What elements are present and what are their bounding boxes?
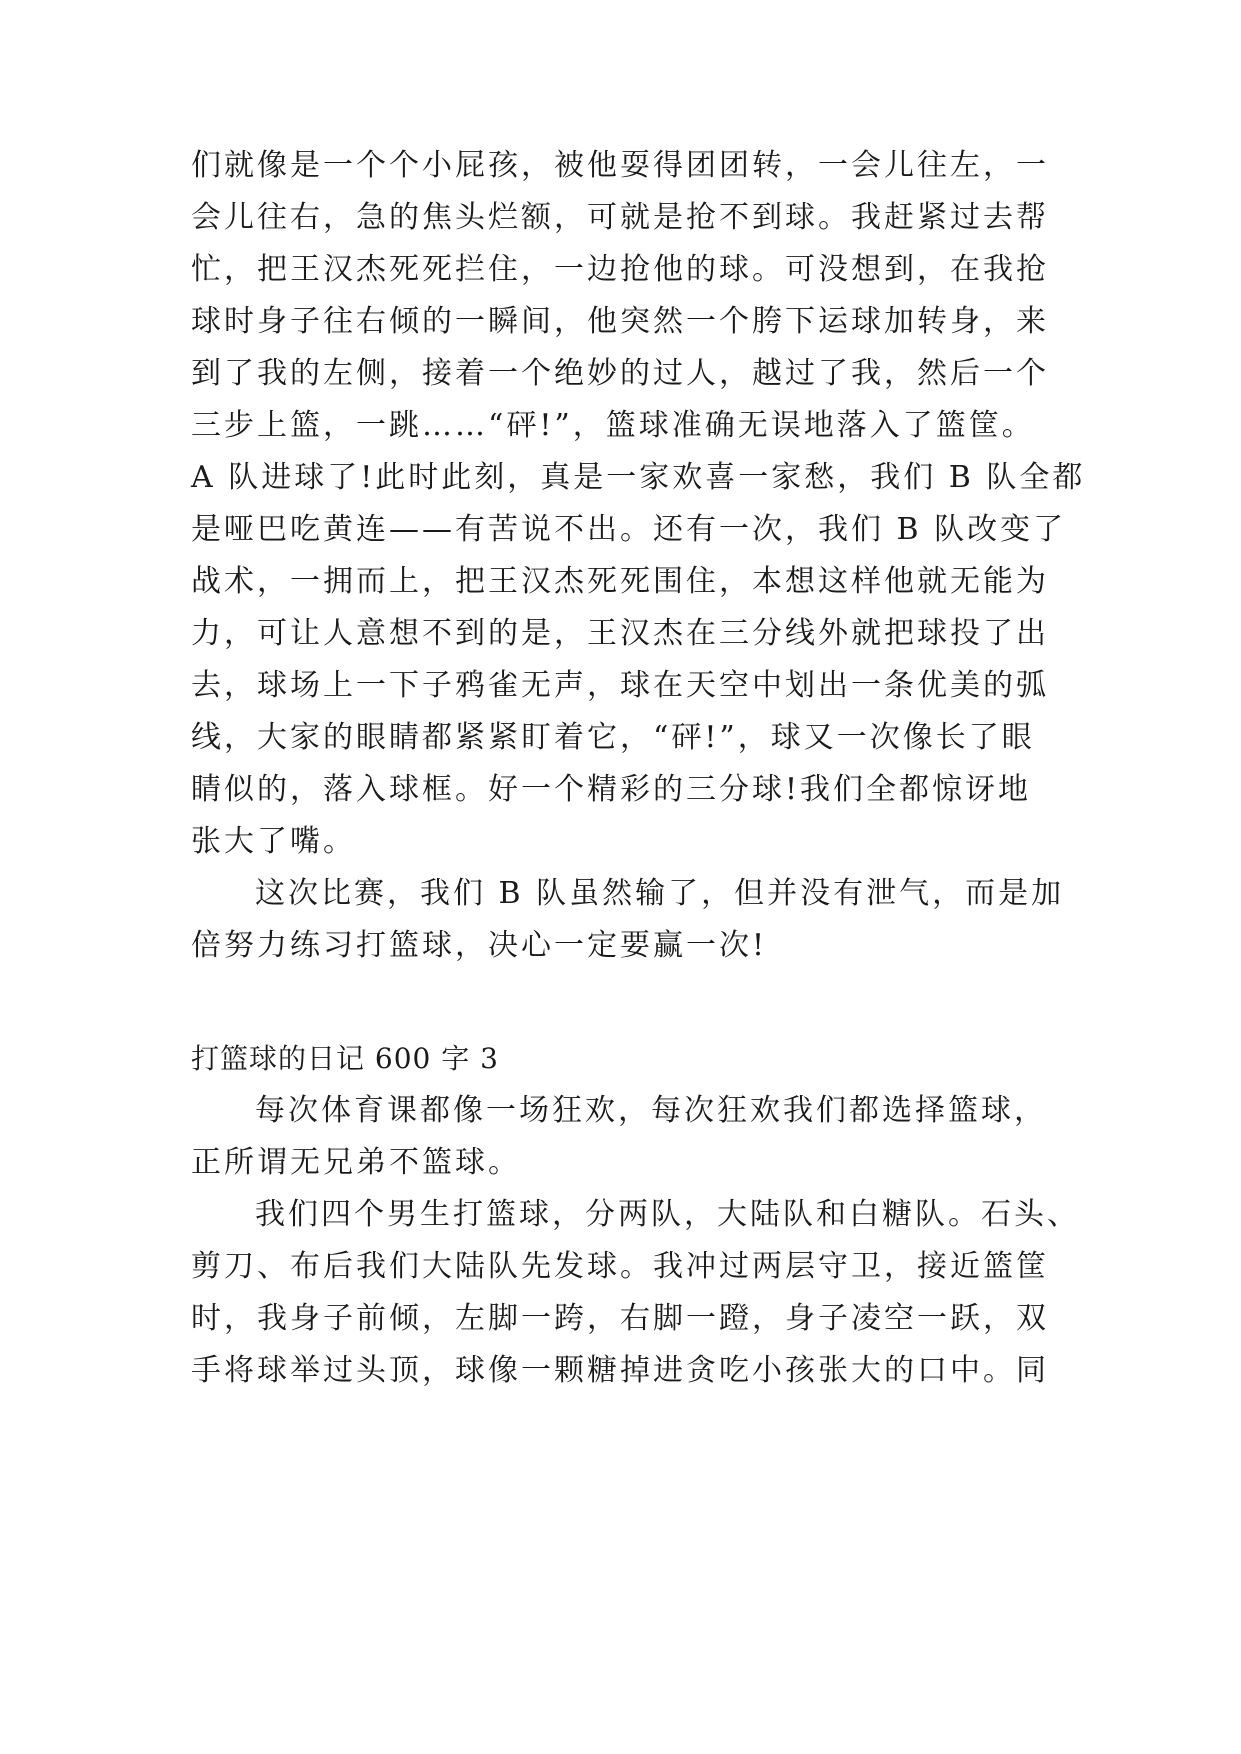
paragraph-3-line: 每次体育课都像一场狂欢，每次狂欢我们都选择篮球， xyxy=(255,1093,1047,1128)
paragraph-1-line: 力，可让人意想不到的是，王汉杰在三分线外就把球投了出 xyxy=(191,616,1049,651)
paragraph-1-line: 忙，把王汉杰死死拦住，一边抢他的球。可没想到，在我抢 xyxy=(191,252,1049,287)
paragraph-1-line: 是哑巴吃黄连——有苦说不出。还有一次，我们 B 队改变了 xyxy=(191,512,1067,547)
paragraph-4-line: 手将球举过头顶，球像一颗糖掉进贪吃小孩张大的口中。同 xyxy=(191,1353,1049,1388)
paragraph-4-line: 剪刀、布后我们大陆队先发球。我冲过两层守卫，接近篮筐 xyxy=(191,1249,1049,1284)
paragraph-1-line: 到了我的左侧，接着一个绝妙的过人，越过了我，然后一个 xyxy=(191,356,1049,391)
paragraph-1-line: 线，大家的眼睛都紧紧盯着它，“砰!”，球又一次像长了眼 xyxy=(191,720,1035,755)
paragraph-1-line: 们就像是一个个小屁孩，被他耍得团团转，一会儿往左，一 xyxy=(191,148,1049,183)
paragraph-1-line: A 队进球了!此时此刻，真是一家欢喜一家愁，我们 B 队全都 xyxy=(191,460,1086,495)
paragraph-2-line: 倍努力练习打篮球，决心一定要赢一次! xyxy=(191,928,768,963)
paragraph-1-line: 张大了嘴。 xyxy=(191,824,356,859)
section-title: 打篮球的日记 600 字 3 xyxy=(191,1042,499,1075)
paragraph-2-line: 这次比赛，我们 B 队虽然输了，但并没有泄气，而是加 xyxy=(255,876,1065,911)
paragraph-4-line: 时，我身子前倾，左脚一跨，右脚一蹬，身子凌空一跃，双 xyxy=(191,1301,1049,1336)
paragraph-3-line: 正所谓无兄弟不篮球。 xyxy=(191,1145,521,1180)
paragraph-1-line: 睛似的，落入球框。好一个精彩的三分球!我们全都惊讶地 xyxy=(191,772,1032,807)
paragraph-1-line: 三步上篮，一跳……“砰!”，篮球准确无误地落入了篮筐。 xyxy=(191,408,1035,443)
paragraph-1-line: 战术，一拥而上，把王汉杰死死围住，本想这样他就无能为 xyxy=(191,564,1049,599)
paragraph-1-line: 会儿往右，急的焦头烂额，可就是抢不到球。我赶紧过去帮 xyxy=(191,200,1049,235)
paragraph-4-line: 我们四个男生打篮球，分两队，大陆队和白糖队。石头、 xyxy=(255,1197,1080,1232)
paragraph-1-line: 去，球场上一下子鸦雀无声，球在天空中划出一条优美的弧 xyxy=(191,668,1049,703)
paragraph-1-line: 球时身子往右倾的一瞬间，他突然一个胯下运球加转身，来 xyxy=(191,304,1049,339)
